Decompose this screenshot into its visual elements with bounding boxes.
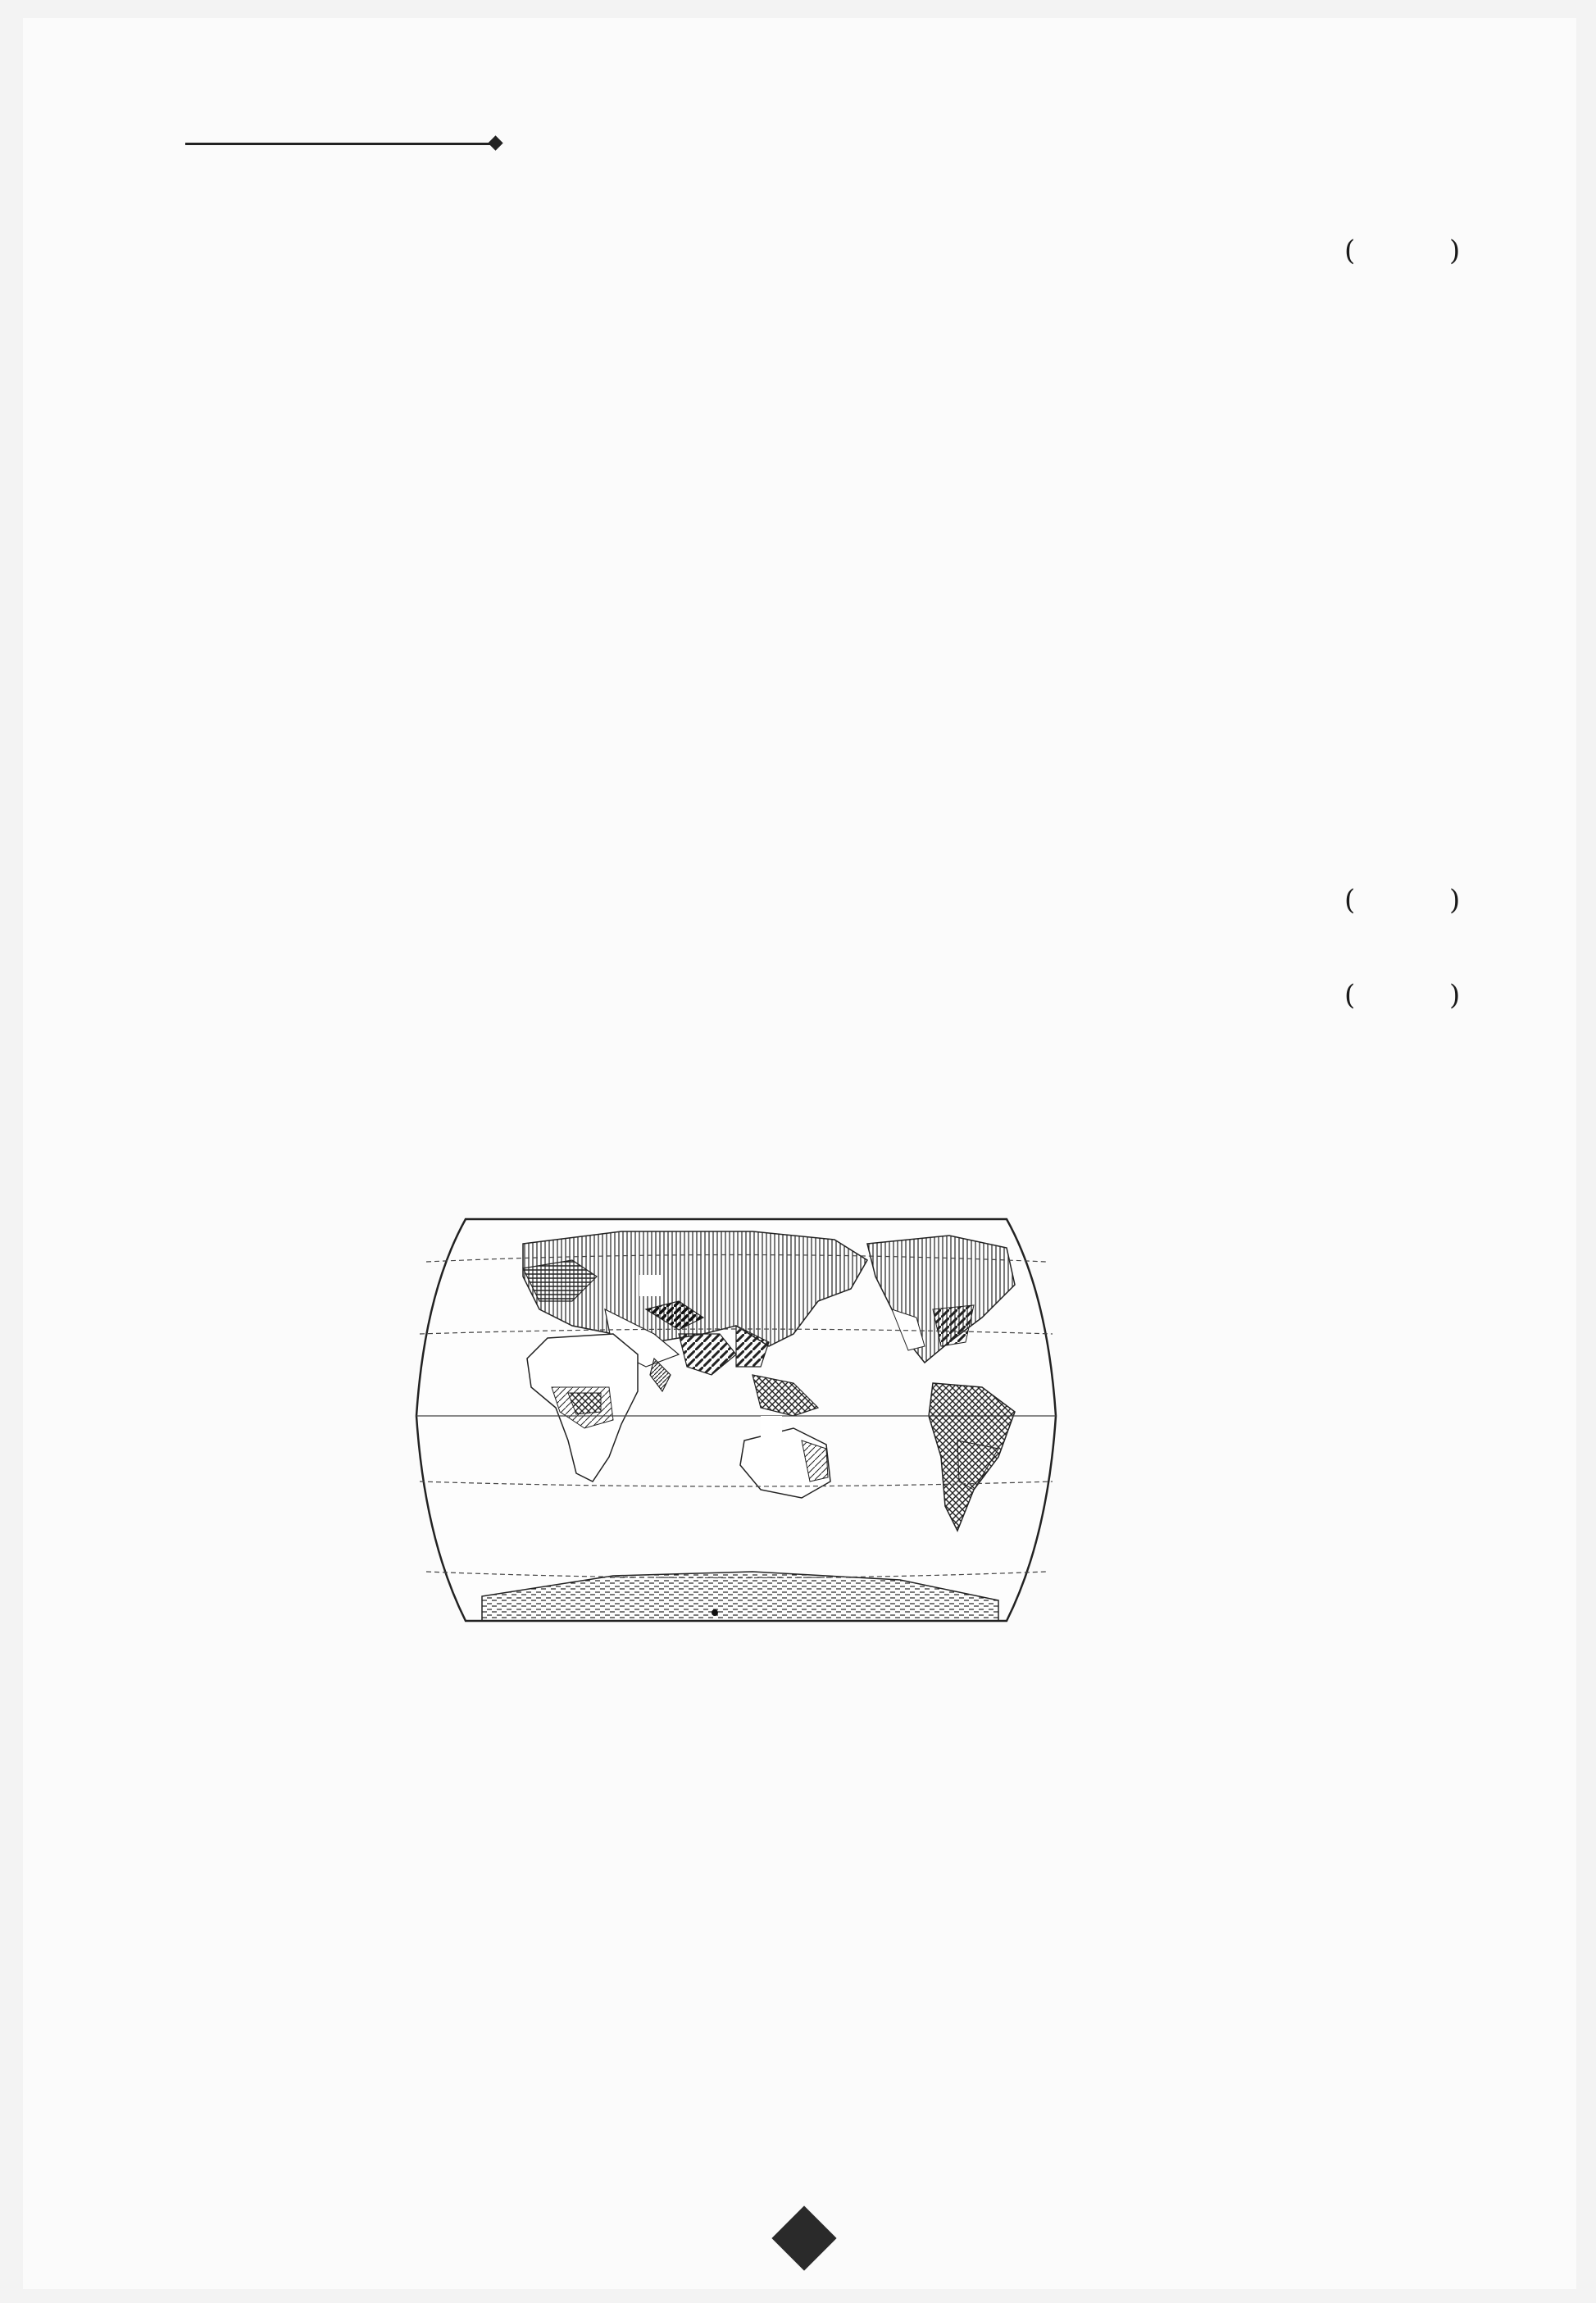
header-rule [185,143,497,145]
answer-paren: ( [1344,979,1356,1012]
answer-paren: ( [1344,234,1356,267]
map-legend [1038,1241,1300,1635]
page-number-badge [771,2205,836,2270]
answer-paren: ) [1449,234,1461,267]
china-climate-charts [211,436,1490,879]
answer-paren: ) [1449,884,1461,917]
world-climate-map [408,1211,1064,1629]
answer-paren: ( [1344,884,1356,917]
worksheet-page [23,18,1576,2289]
station-climate-charts [449,1715,1236,2191]
place-ding-marker [712,1609,718,1616]
header-diamond [488,135,502,150]
answer-paren: ) [1449,979,1461,1012]
